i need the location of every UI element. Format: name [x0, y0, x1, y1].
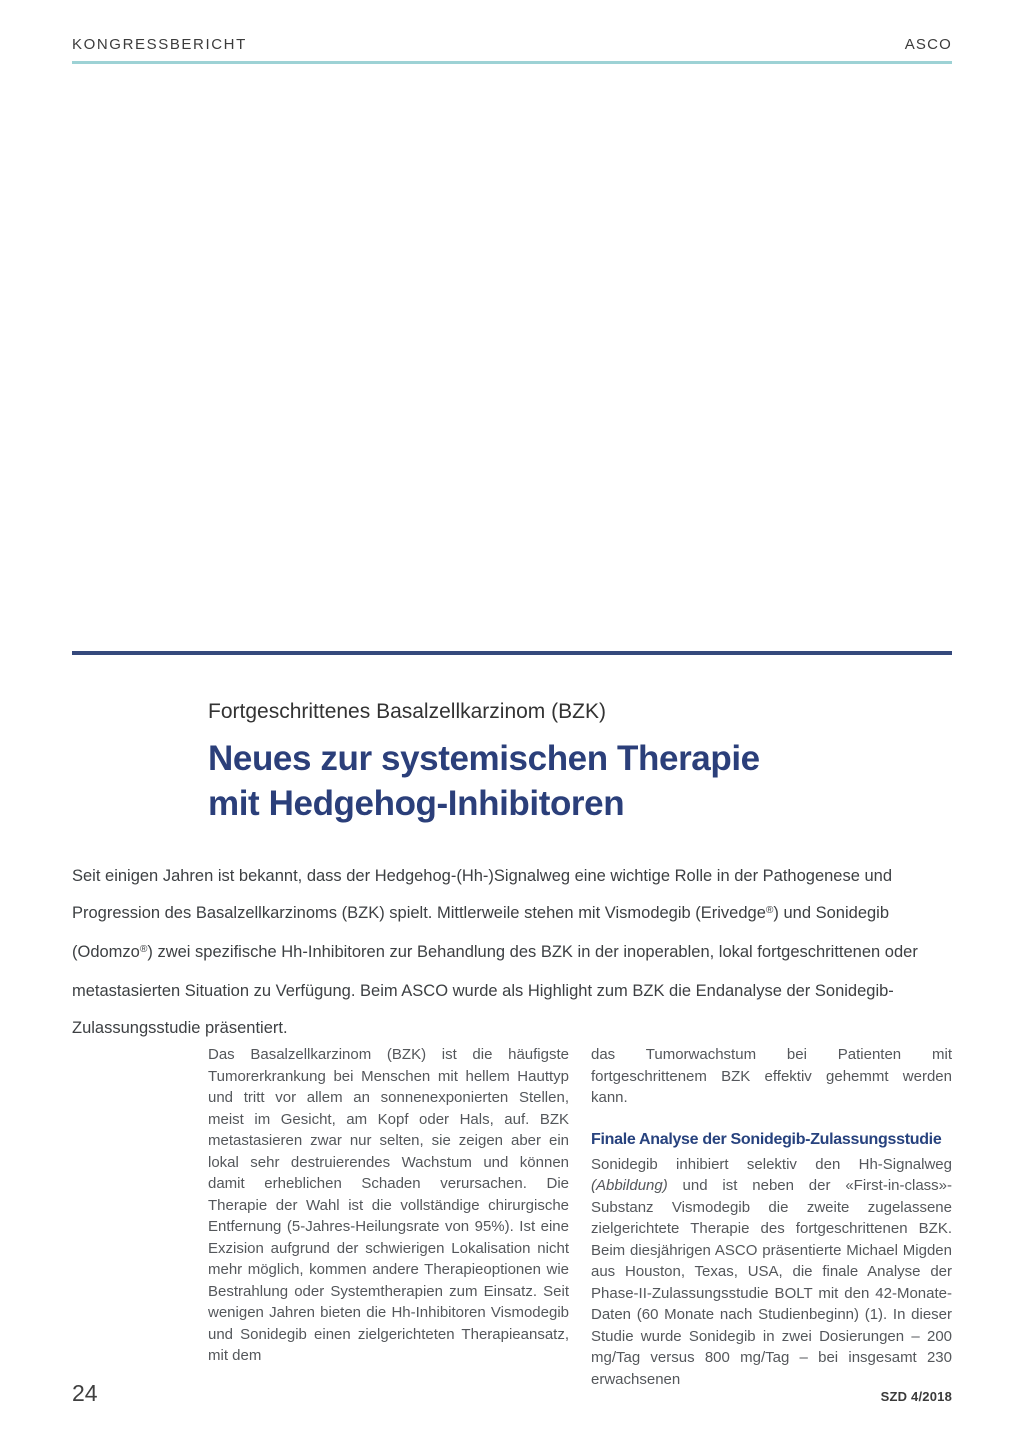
body-paragraph-right: Sonidegib inhibiert selektiv den Hh-Signalweg (Abbildung) und ist neben der «First-in-class»-Substanz Vismodegib die zweite zugelassene zielgerichtete Therapie des fortgeschrittenen BZK. Beim diesjährigen ASCO präsentierte Michael Migden aus Houston, Texas, USA, die finale Analyse der Phase-II-Zulassungsstudie BOLT mit den 42-Monate-Daten (60 Monate nach Studienbeginn) (1). In dieser Studie wurde Sonidegib in zwei Dosierungen – 200 mg/Tag versus 800 mg/Tag – bei insgesamt 230 erwachsenen [591, 1155, 952, 1388]
header-topic-label: ASCO [904, 36, 952, 53]
journal-issue-label: SZD 4/2018 [880, 1389, 952, 1404]
body-column-right [591, 1044, 952, 1390]
article-kicker: Fortgeschrittenes Basalzellkarzinom (BZK) [208, 700, 606, 723]
header-section-label: KONGRESSBERICHT [72, 36, 247, 53]
body-paragraph-left: Das Basalzellkarzinom (BZK) ist die häufigste Tumorerkrankung bei Menschen mit hellem Hauttyp und tritt vor allem an sonnenexponierten Stellen, meist im Gesicht, am Kopf oder Hals, auf. BZK metastasieren zwar nur selten, sie zeigen aber ein lokal sehr destruierendes Wachstum und können damit erheblichen Schaden verursachen. Die Therapie der Wahl ist die vollständige chirurgische Entfernung (5-Jahres-Heilungsrate von 95%). Ist eine Exzision aufgrund der schwierigen Lokalisation nicht mehr möglich, kommen andere Therapieoptionen wie Bestrahlung oder Systemtherapien zum Einsatz. Seit wenigen Jahren bieten die Hh-Inhibitoren Vismodegib und Sonidegib einen zielgerichteten Therapieansatz, mit dem [208, 1046, 569, 1364]
body-column-left [208, 1044, 569, 1390]
article-title-line-1: Neues zur systemischen Therapie [208, 739, 760, 778]
section-heading: Finale Analyse der Sonidegib-Zulassungsstudie [591, 1130, 942, 1148]
page-number: 24 [72, 1380, 98, 1406]
article-lead-paragraph: Seit einigen Jahren ist bekannt, dass der Hedgehog-(Hh-)Signalweg eine wichtige Rolle in der Pathogenese und Progression des Basalzellkarzinoms (BZK) spielt. Mittlerweile stehen mit Vismodegib (Erivedge®) und Sonidegib (Odomzo®) zwei spezifische Hh-Inhibitoren zur Behandlung des BZK in der inoperablen, lokal fortgeschrittenen oder metastasierten Situation zu Verfügung. Beim ASCO wurde als Highlight zum BZK die Endanalyse der Sonidegib-Zulassungsstudie präsentiert. [72, 867, 918, 1037]
article-title-line-2: mit Hedgehog-Inhibitoren [208, 784, 625, 823]
article-title-block [208, 698, 952, 826]
article-title [208, 736, 952, 826]
article-divider-rule [72, 651, 952, 655]
page-header [72, 36, 952, 64]
body-paragraph-continuation: das Tumorwachstum bei Patienten mit fortgeschrittenem BZK effektiv gehemmt werden kann. [591, 1046, 952, 1106]
body-columns [208, 1044, 952, 1390]
page-footer [72, 1380, 952, 1407]
